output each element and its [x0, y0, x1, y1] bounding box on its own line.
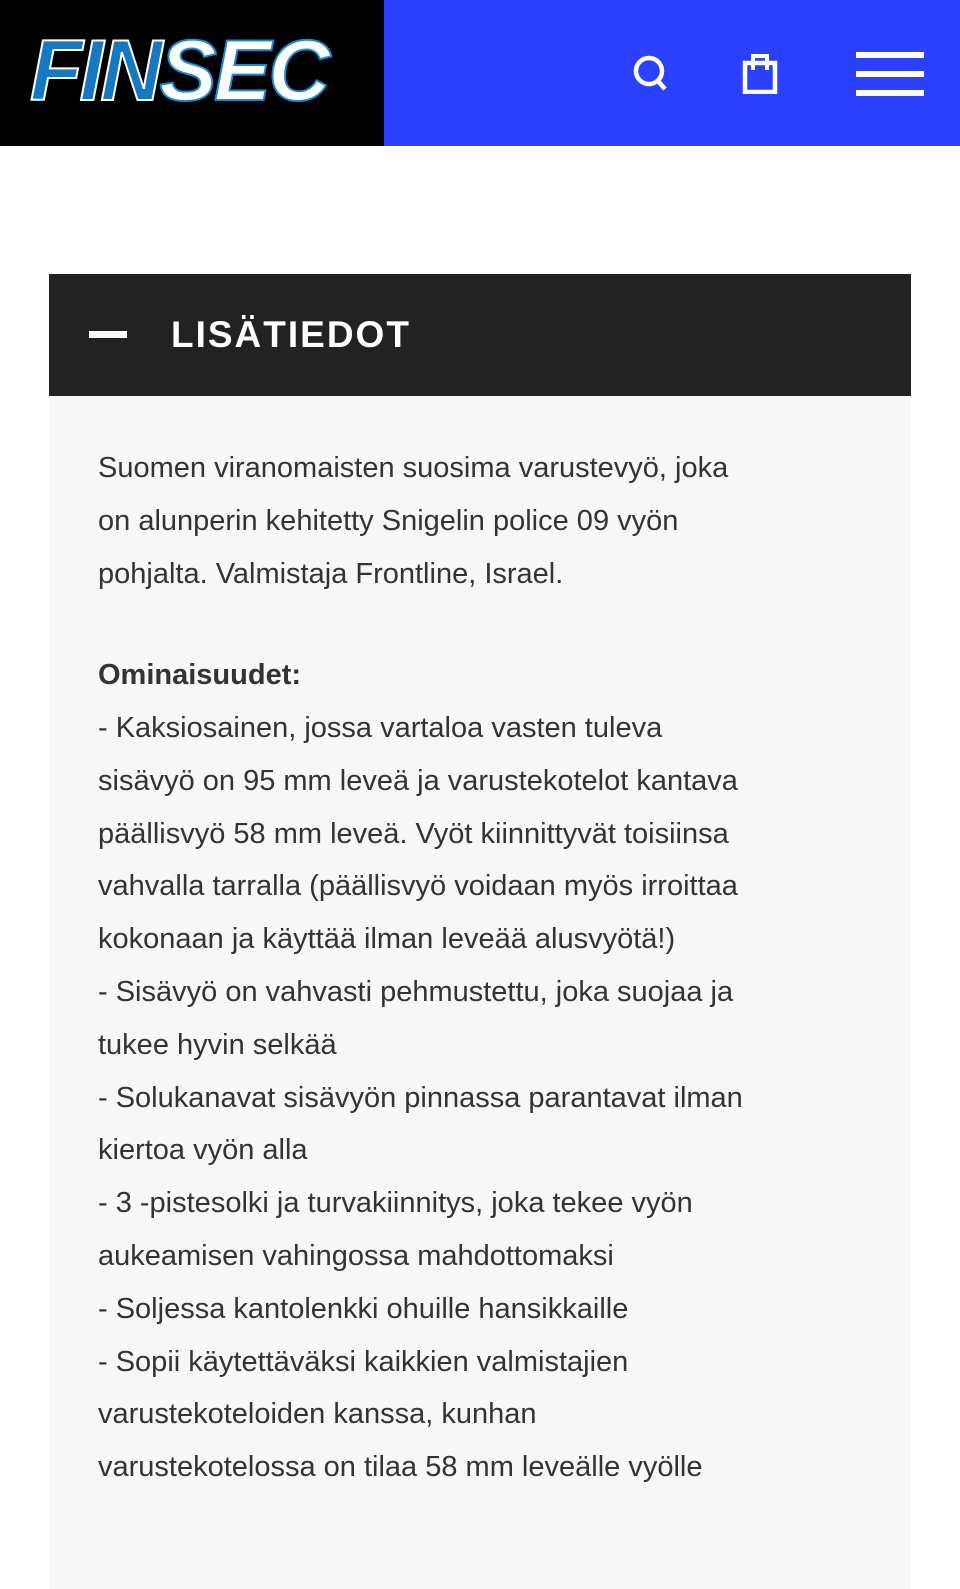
accordion-header-lisatiedot[interactable] [49, 274, 911, 396]
description-line: - Kaksiosainen, jossa vartaloa vasten tuleva [98, 712, 663, 744]
description-line: - Sopii käytettäväksi kaikkien valmistajien [98, 1345, 629, 1378]
shopping-bag-icon[interactable] [742, 52, 778, 94]
finsec-logo[interactable] [30, 23, 328, 119]
description-line: Suomen viranomaisten suosima varustevyö, joka [98, 452, 729, 484]
logo-sec: SEC [159, 23, 328, 119]
features-heading: Ominaisuudet: [98, 659, 302, 691]
description-line: vahvalla tarralla (päällisvyö voidaan myös irroittaa [98, 870, 738, 903]
description-line: kokonaan ja käyttää ilman leveää alusvyötä!) [98, 923, 676, 956]
description-line: - 3 -pistesolki ja turvakiinnitys, joka tekee vyön [98, 1187, 693, 1220]
accordion-content [49, 396, 911, 1589]
description-line: varustekoteloiden kanssa, kunhan [98, 1398, 537, 1431]
search-icon[interactable] [632, 54, 670, 92]
description-line: - Sisävyö on vahvasti pehmustettu, joka suojaa ja [98, 976, 734, 1008]
description-line: kiertoa vyön alla [98, 1134, 308, 1167]
collapse-minus-icon[interactable] [89, 331, 127, 338]
description-line: sisävyö on 95 mm leveä ja varustekotelot kantava [98, 764, 738, 797]
description-line: on alunperin kehitetty Snigelin police 09 vyön [98, 505, 679, 537]
description-line: - Solukanavat sisävyön pinnassa parantavat ilman [98, 1081, 743, 1114]
accordion-title: LISÄTIEDOT [171, 314, 411, 355]
logo-area[interactable] [0, 0, 384, 146]
site-header [0, 0, 960, 146]
description-line: päällisvyö 58 mm leveä. Vyöt kiinnittyvät toisiinsa [98, 817, 729, 850]
description-line: aukeamisen vahingossa mahdottomaksi [98, 1240, 614, 1272]
description-line: pohjalta. Valmistaja Frontline, Israel. [98, 558, 564, 590]
logo-fin: FIN [30, 23, 160, 119]
description-line: - Soljessa kantolenkki ohuille hansikkaille [98, 1292, 629, 1325]
description-line: varustekotelossa on tilaa 58 mm leveälle vyölle [98, 1451, 703, 1484]
description-line: tukee hyvin selkää [98, 1028, 337, 1061]
menu-icon[interactable] [856, 52, 924, 96]
